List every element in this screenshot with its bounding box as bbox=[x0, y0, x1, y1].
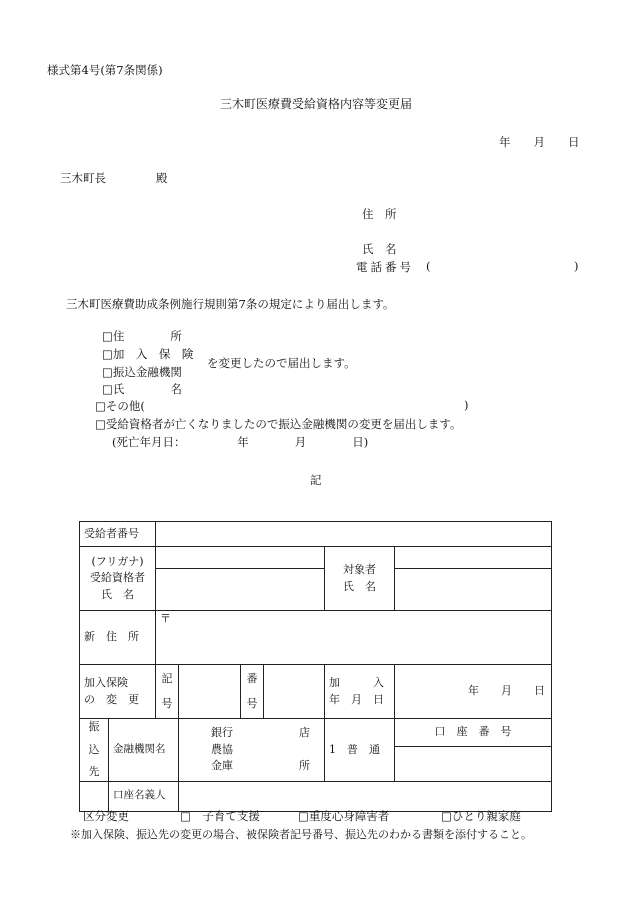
target-furigana-field[interactable] bbox=[395, 547, 552, 569]
furigana-field[interactable] bbox=[156, 547, 325, 569]
insurance-change-line2: の 変 更 bbox=[84, 692, 139, 706]
account-holder-label: 口座名義人 bbox=[109, 781, 179, 811]
recipient-label: 受給資格者 bbox=[90, 571, 145, 585]
target-name-field[interactable] bbox=[395, 569, 552, 611]
new-address-field[interactable] bbox=[156, 611, 552, 665]
checkbox-name[interactable]: □氏 名 bbox=[102, 382, 182, 396]
category-childcare[interactable]: □ 子育て支援 bbox=[180, 809, 260, 823]
form-number: 様式第4号(第7条関係) bbox=[47, 63, 163, 77]
phone-label: 電話番号 bbox=[356, 260, 414, 274]
postal-mark: 〒 bbox=[160, 612, 171, 625]
form-table bbox=[79, 521, 552, 812]
symbol-label-1: 記 bbox=[161, 672, 173, 685]
bank-name-field[interactable] bbox=[179, 719, 325, 782]
transfer-3: 先 bbox=[88, 765, 100, 778]
bank-nokyo: 農協 bbox=[211, 742, 233, 756]
symbol-label bbox=[156, 665, 179, 719]
checkbox-deceased[interactable]: □受給資格者が亡くなりましたので振込金融機関の変更を届出します。 bbox=[95, 417, 462, 431]
target-label: 対象者 bbox=[343, 563, 376, 576]
insurance-change-line1: 加入保険 bbox=[84, 676, 128, 689]
join-date-label bbox=[325, 665, 395, 719]
number-label bbox=[241, 665, 264, 719]
checkbox-bank[interactable]: □振込金融機関 bbox=[102, 365, 182, 379]
bank-name-label: 金融機関名 bbox=[109, 719, 179, 782]
target-name-label bbox=[325, 547, 395, 611]
account-type[interactable]: 1 普 通 bbox=[325, 719, 395, 782]
checkbox-insurance[interactable]: □加 入 保 険 bbox=[102, 347, 194, 361]
name-label: 氏 名 bbox=[362, 242, 397, 256]
footer-note: ※加入保険、振込先の変更の場合、被保険者記号番号、振込先のわかる書類を添付すること。 bbox=[70, 828, 532, 841]
symbol-label-2: 号 bbox=[161, 696, 173, 710]
addressee: 三木町長 bbox=[60, 171, 106, 185]
transfer-1: 振 bbox=[88, 720, 100, 733]
bank-ten: 店 bbox=[299, 726, 310, 739]
category-single-parent[interactable]: □ひとり親家庭 bbox=[441, 809, 521, 823]
number-label-1: 番 bbox=[246, 672, 258, 685]
new-address-label: 新 住 所 bbox=[80, 611, 156, 665]
other-close: ) bbox=[464, 398, 469, 412]
recipient-name-field[interactable] bbox=[156, 569, 325, 611]
account-number-label: 口 座 番 号 bbox=[395, 719, 552, 747]
phone-open: ( bbox=[426, 259, 431, 273]
change-suffix: を変更したので届出します。 bbox=[207, 356, 356, 370]
recipient-name-label bbox=[80, 547, 156, 611]
account-number-field[interactable] bbox=[395, 747, 552, 781]
insurance-change-label bbox=[80, 665, 156, 719]
checkbox-other[interactable]: □その他( bbox=[95, 399, 145, 413]
date-line: 年 月 日 bbox=[499, 135, 580, 149]
phone-close: ) bbox=[574, 259, 579, 273]
recipient-number-label: 受給者番号 bbox=[80, 522, 156, 547]
symbol-field[interactable] bbox=[179, 665, 241, 719]
furigana-label: (フリガナ) bbox=[91, 554, 144, 568]
transfer-label bbox=[80, 719, 109, 782]
category-disability[interactable]: □重度心身障害者 bbox=[298, 809, 390, 823]
page-title: 三木町医療費受給資格内容等変更届 bbox=[220, 97, 413, 111]
transfer-2: 込 bbox=[88, 742, 100, 756]
honorific: 殿 bbox=[156, 171, 168, 185]
ki-label: 記 bbox=[310, 473, 322, 487]
checkbox-address[interactable]: □住 所 bbox=[102, 329, 182, 343]
join-date-field[interactable]: 年 月 日 bbox=[395, 665, 552, 719]
bank-ginko: 銀行 bbox=[211, 726, 233, 739]
number-label-2: 号 bbox=[246, 696, 258, 710]
intro-text: 三木町医療費助成条例施行規則第7条の規定により届出します。 bbox=[66, 297, 395, 311]
category-label: 区分変更 bbox=[83, 809, 129, 823]
join-label-1: 加 入 bbox=[329, 676, 384, 689]
recipient-number-field[interactable] bbox=[156, 522, 552, 547]
target-name: 氏 名 bbox=[343, 579, 376, 593]
number-field[interactable] bbox=[264, 665, 325, 719]
account-holder-field[interactable] bbox=[179, 781, 552, 811]
address-label: 住 所 bbox=[362, 207, 397, 221]
bank-sho: 所 bbox=[299, 759, 310, 772]
name-label-2: 氏 名 bbox=[101, 587, 134, 601]
transfer-spacer bbox=[80, 781, 109, 811]
death-date: (死亡年月日： 年 月 日) bbox=[112, 435, 369, 449]
join-label-2: 年 月 日 bbox=[329, 692, 384, 706]
bank-kinko: 金庫 bbox=[211, 759, 233, 772]
